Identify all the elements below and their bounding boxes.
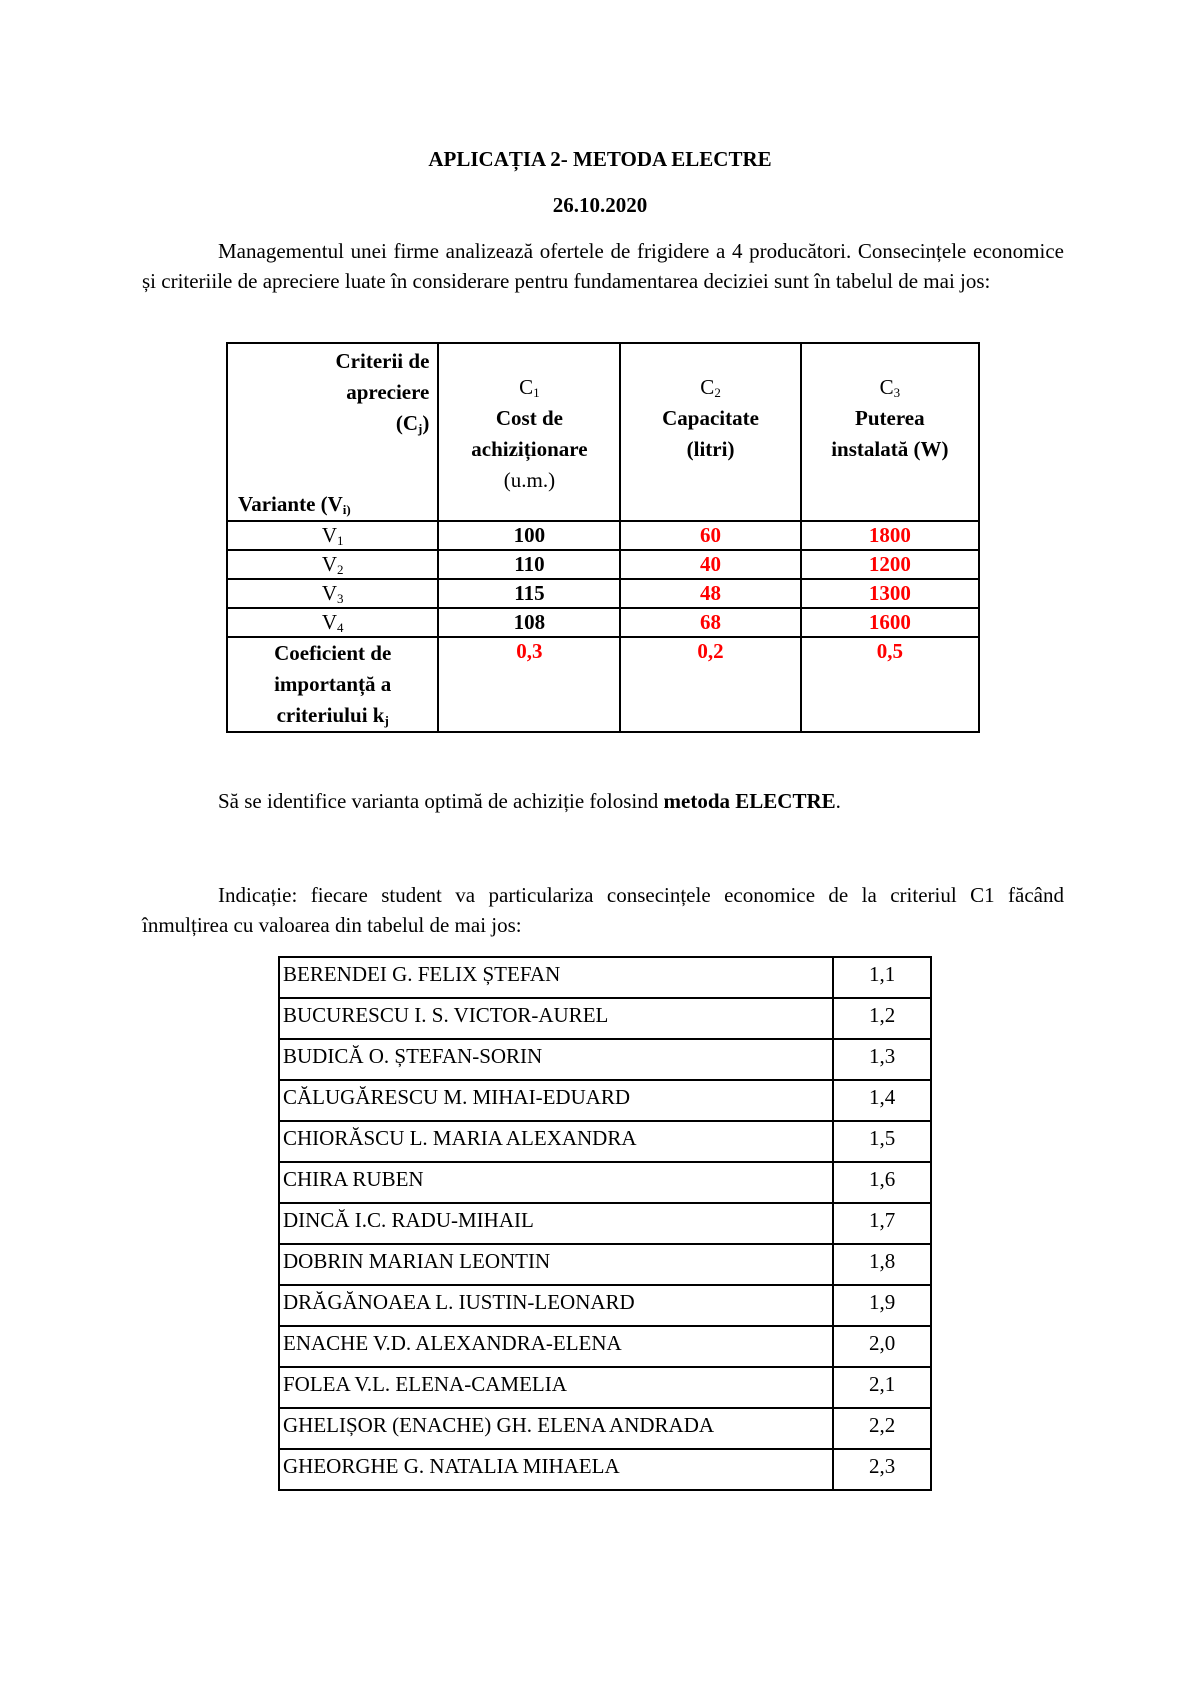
criterion-header-c3: $C_3$ Puterea instalată (W) xyxy=(801,343,979,521)
student-name: CHIORĂSCU L. MARIA ALEXANDRA xyxy=(279,1121,833,1162)
student-name: DRĂGĂNOAEA L. IUSTIN-LEONARD xyxy=(279,1285,833,1326)
criterion-header-c1: $C_1$ Cost de achiziționare (u.m.) xyxy=(438,343,620,521)
criteria-header-row xyxy=(227,343,979,521)
students-table xyxy=(278,956,932,1491)
value-cell: 110 xyxy=(438,550,620,579)
value-cell: 100 xyxy=(438,521,620,550)
student-name: ENACHE V.D. ALEXANDRA-ELENA xyxy=(279,1326,833,1367)
student-name: BERENDEI G. FELIX ȘTEFAN xyxy=(279,957,833,998)
student-name: FOLEA V.L. ELENA-CAMELIA xyxy=(279,1367,833,1408)
variant-row-v3 xyxy=(227,579,979,608)
student-multiplier: 2,0 xyxy=(833,1326,931,1367)
coefficient-value: 0,3 xyxy=(438,637,620,732)
variant-row-v4 xyxy=(227,608,979,637)
variant-row-v2 xyxy=(227,550,979,579)
coefficient-row xyxy=(227,637,979,732)
value-cell: 115 xyxy=(438,579,620,608)
student-multiplier: 1,6 xyxy=(833,1162,931,1203)
value-cell: 60 xyxy=(620,521,800,550)
criterion-header-c2: $C_2$ Capacitate (litri) xyxy=(620,343,800,521)
student-row xyxy=(279,1080,931,1121)
student-multiplier: 1,2 xyxy=(833,998,931,1039)
student-row xyxy=(279,1039,931,1080)
variant-label: $V_4$ xyxy=(227,608,438,637)
student-name: CHIRA RUBEN xyxy=(279,1162,833,1203)
student-multiplier: 1,4 xyxy=(833,1080,931,1121)
student-name: BUDICĂ O. ȘTEFAN-SORIN xyxy=(279,1039,833,1080)
document-date: 26.10.2020 xyxy=(552,193,648,217)
student-row xyxy=(279,998,931,1039)
student-row xyxy=(279,1285,931,1326)
student-row xyxy=(279,1326,931,1367)
coefficient-value: 0,2 xyxy=(620,637,800,732)
variant-label: $V_2$ xyxy=(227,550,438,579)
corner-criteria-label: Criterii de apreciere $(C_j)$ xyxy=(335,349,430,436)
intro-paragraph: Managementul unei firme analizează ofertele de frigidere a 4 producători. Consecințele economice și criteriile de apreciere luate în considerare pentru fundamentarea deciziei sunt în tabelul de mai jos: xyxy=(142,239,1064,293)
student-multiplier: 1,9 xyxy=(833,1285,931,1326)
variant-label: $V_3$ xyxy=(227,579,438,608)
student-multiplier: 2,1 xyxy=(833,1367,931,1408)
student-name: CĂLUGĂRESCU M. MIHAI-EDUARD xyxy=(279,1080,833,1121)
hint-paragraph: Indicație: fiecare student va particulariza consecințele economice de la criteriul C1 făcând înmulțirea cu valoarea din tabelul de mai jos: xyxy=(142,883,1064,937)
value-cell: 48 xyxy=(620,579,800,608)
value-cell: 1300 xyxy=(801,579,979,608)
value-cell: 40 xyxy=(620,550,800,579)
value-cell: 68 xyxy=(620,608,800,637)
student-row xyxy=(279,1162,931,1203)
student-row xyxy=(279,957,931,998)
task-question: Să se identifice varianta optimă de achiziție folosind metoda ELECTRE. xyxy=(218,789,841,813)
student-multiplier: 1,5 xyxy=(833,1121,931,1162)
student-multiplier: 1,8 xyxy=(833,1244,931,1285)
value-cell: 1200 xyxy=(801,550,979,579)
student-row xyxy=(279,1244,931,1285)
student-name: GHELIȘOR (ENACHE) GH. ELENA ANDRADA xyxy=(279,1408,833,1449)
coefficient-label: Coeficient de importanță a criteriului $k_j$ xyxy=(227,637,438,732)
student-row xyxy=(279,1121,931,1162)
student-row xyxy=(279,1408,931,1449)
student-name: GHEORGHE G. NATALIA MIHAELA xyxy=(279,1449,833,1490)
variant-label: $V_1$ xyxy=(227,521,438,550)
student-multiplier: 2,2 xyxy=(833,1408,931,1449)
corner-variants-label: Variante ($V_{i)}$ xyxy=(238,492,351,517)
student-name: DINCĂ I.C. RADU-MIHAIL xyxy=(279,1203,833,1244)
method-name: metoda ELECTRE xyxy=(663,789,836,813)
value-cell: 1600 xyxy=(801,608,979,637)
criteria-table xyxy=(226,342,980,733)
student-multiplier: 1,3 xyxy=(833,1039,931,1080)
corner-cell xyxy=(227,343,438,521)
student-row xyxy=(279,1449,931,1490)
student-multiplier: 2,3 xyxy=(833,1449,931,1490)
student-name: DOBRIN MARIAN LEONTIN xyxy=(279,1244,833,1285)
student-name: BUCURESCU I. S. VICTOR-AUREL xyxy=(279,998,833,1039)
variant-row-v1 xyxy=(227,521,979,550)
student-multiplier: 1,7 xyxy=(833,1203,931,1244)
coefficient-value: 0,5 xyxy=(801,637,979,732)
value-cell: 1800 xyxy=(801,521,979,550)
student-row xyxy=(279,1203,931,1244)
student-row xyxy=(279,1367,931,1408)
value-cell: 108 xyxy=(438,608,620,637)
student-multiplier: 1,1 xyxy=(833,957,931,998)
document-title: APLICAȚIA 2- METODA ELECTRE xyxy=(428,147,772,171)
